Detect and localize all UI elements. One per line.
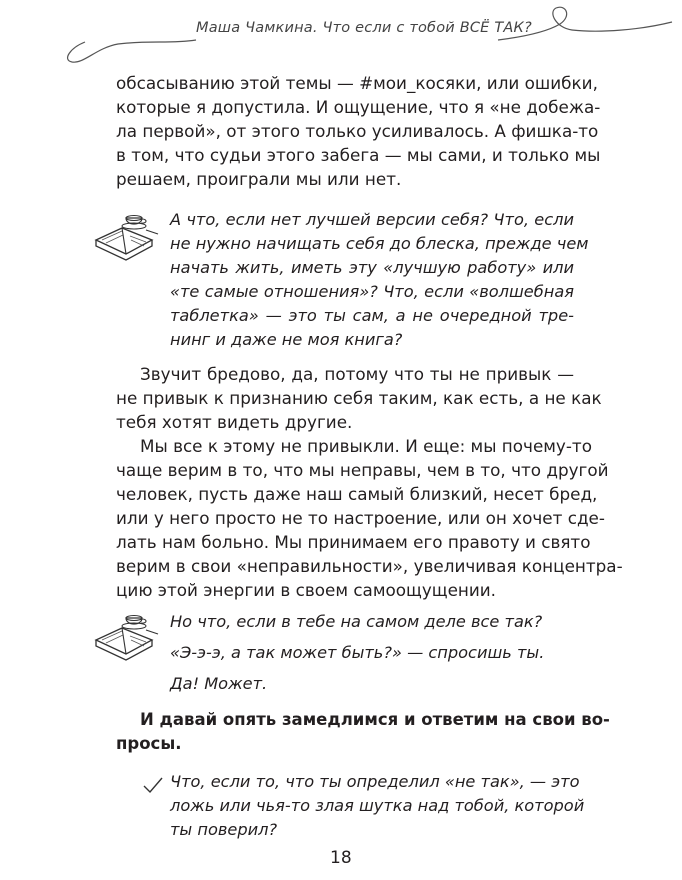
quote-line: А что, если нет лучшей версии себя? Что, если	[170, 210, 574, 229]
text-line: ла первой», от этого только усиливалось. А фишка-то	[116, 121, 599, 141]
quote-line: «те самые отношения»? Что, если «волшебная	[170, 282, 574, 301]
quote-line: Да! Может.	[170, 674, 268, 693]
italic-quote	[170, 606, 574, 699]
quote-line: нинг и даже не моя книга?	[170, 330, 403, 349]
text-line: просы.	[116, 734, 182, 753]
text-line: И давай опять замедлимся и ответим на свои во-	[140, 710, 610, 729]
body-paragraph	[116, 362, 602, 434]
text-line: Мы все к этому не привыкли. И еще: мы почему-то	[140, 436, 592, 456]
text-line: или у него просто не то настроение, или он хочет сде-	[116, 508, 605, 528]
open-book-with-cup-icon	[92, 204, 162, 266]
text-line: человек, пусть даже наш самый близкий, несет бред,	[116, 484, 598, 504]
text-line: цию этой энергии в своем самоощущении.	[116, 580, 497, 600]
checklist-line: Что, если то, что ты определил «не так», — это	[170, 772, 580, 791]
quote-line: не нужно начищать себя до блеска, прежде чем	[170, 234, 589, 253]
quote-line: таблетка» — это ты сам, а не очередной тре-	[170, 306, 574, 325]
text-line: верим в свои «неправильности», увеличивая концентра-	[116, 556, 623, 576]
open-book-with-cup-icon	[92, 604, 162, 666]
text-line: тебя хотят видеть другие.	[116, 412, 353, 432]
body-paragraph	[116, 434, 623, 602]
text-line: чаще верим в то, что мы неправы, чем в то, что другой	[116, 460, 609, 480]
checkmark-icon	[142, 776, 164, 794]
checklist-line: ты поверил?	[170, 820, 278, 839]
page-number: 18	[330, 848, 352, 868]
text-line: не привык к признанию себя таким, как есть, а не как	[116, 388, 602, 408]
text-line: в том, что судьи этого забега — мы сами, и только мы	[116, 145, 601, 165]
checklist-item	[170, 770, 585, 842]
body-paragraph	[116, 71, 601, 191]
quote-line: начать жить, иметь эту «лучшую работу» или	[170, 258, 574, 277]
text-line: решаем, проиграли мы или нет.	[116, 169, 402, 189]
quote-line: Но что, если в тебе на самом деле все так?	[170, 612, 543, 631]
italic-quote	[170, 208, 589, 352]
checklist-line: ложь или чья-то злая шутка над тобой, которой	[170, 796, 585, 815]
running-header-title: Маша Чамкина. Что если с тобой ВСЁ ТАК?	[196, 20, 532, 36]
quote-line: «Э-э-э, а так может быть?» — спросишь ты.	[170, 643, 545, 662]
bold-prompt-paragraph	[116, 708, 610, 756]
text-line: которые я допустила. И ощущение, что я «не добежа-	[116, 97, 601, 117]
text-line: обсасыванию этой темы — #мои_косяки, или ошибки,	[116, 73, 598, 93]
text-line: лать нам больно. Мы принимаем его правоту и свято	[116, 532, 591, 552]
text-line: Звучит бредово, да, потому что ты не привык —	[140, 364, 574, 384]
